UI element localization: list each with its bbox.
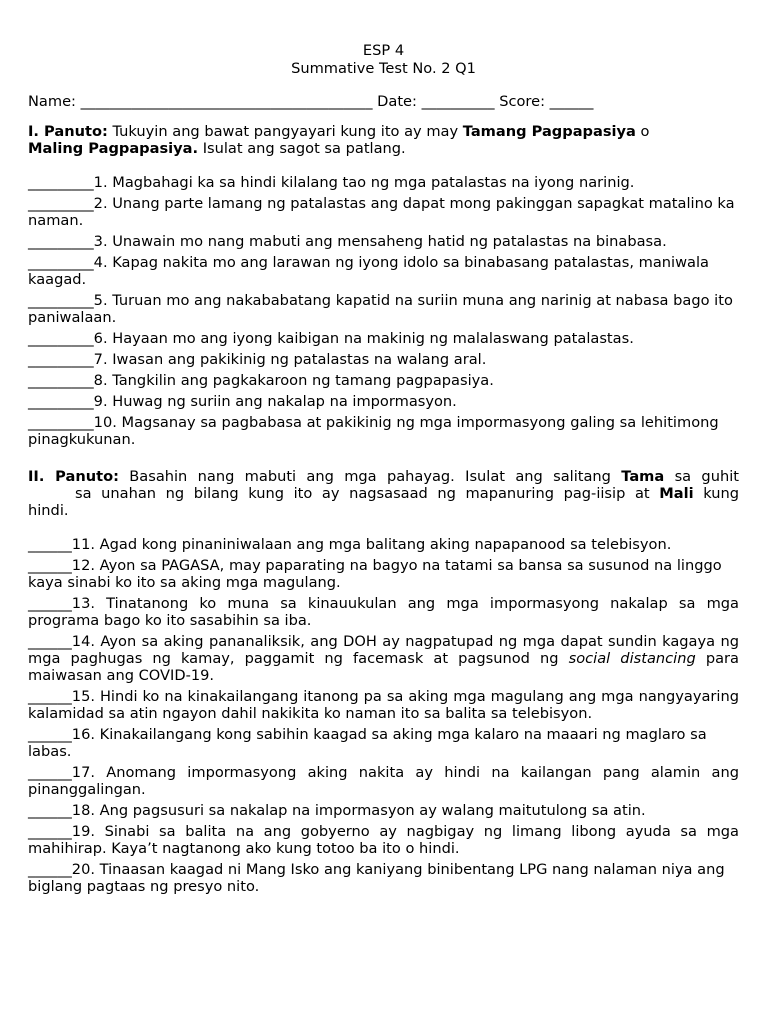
test-header: [28, 42, 739, 78]
answer-blank: _________: [28, 372, 94, 389]
part2-item: [28, 633, 739, 684]
answer-blank: _________: [28, 414, 94, 431]
item-text: 12. Ayon sa PAGASA, may paparating na bagyo na tatami sa bansa sa susunod na linggo kaya sinabi ko ito sa aking mga magulang.: [28, 557, 722, 591]
part1-label: I. Panuto:: [28, 123, 108, 140]
part2-text-a: Basahin nang mabuti ang mga pahayag. Isulat ang salitang: [118, 468, 622, 485]
item-text: 6. Hayaan mo ang iyong kaibigan na makinig ng malalaswang patalastas.: [93, 330, 634, 347]
answer-blank: ______: [28, 861, 72, 878]
part2-item: [28, 536, 739, 553]
part1-items: [28, 174, 739, 448]
part2-line2: [28, 485, 739, 502]
answer-blank: ______: [28, 536, 72, 553]
item-text: 9. Huwag ng suriin ang nakalap na impormasyon.: [93, 393, 457, 410]
item14-tail: para maiwasan ang COVID-19.: [28, 650, 739, 684]
part2-item: [28, 823, 739, 857]
answer-blank: _________: [28, 351, 94, 368]
item-text: 17. Anomang impormasyong aking nakita ay hindi na kailangan pang alamin ang pinanggalingan.: [28, 764, 739, 798]
part1-item: [28, 330, 739, 347]
part1-item: [28, 292, 739, 326]
part1-item: [28, 195, 739, 229]
answer-blank: _________: [28, 174, 94, 191]
answer-blank: ______: [28, 688, 72, 705]
part2-item: [28, 802, 739, 819]
score-label: Score:: [499, 93, 545, 110]
part1-item: [28, 414, 739, 448]
item14-italic: social distancing: [568, 650, 696, 667]
item-text: 3. Unawain mo nang mabuti ang mensaheng hatid ng patalastas na binabasa.: [93, 233, 667, 250]
part1-bold-a: Tamang Pagpapasiya: [462, 123, 636, 140]
item-text: 16. Kinakailangang kong sabihin kaagad sa aking mga kalaro na maaari ng maglaro sa labas.: [28, 726, 707, 760]
part2-line1: [28, 468, 739, 485]
item-text: 10. Magsanay sa pagbabasa at pakikinig ng mga impormasyong galing sa lehitimong pinagkukunan.: [28, 414, 719, 448]
answer-blank: ______: [28, 633, 72, 650]
part1-item: [28, 372, 739, 389]
answer-blank: _________: [28, 233, 94, 250]
answer-blank: ______: [28, 802, 72, 819]
part2-item: [28, 726, 739, 760]
test-title: Summative Test No. 2 Q1: [291, 60, 476, 77]
item-text: 19. Sinabi sa balita na ang gobyerno ay nagbigay ng limang libong ayuda sa mga mahihirap. Kaya’t nagtanong ako kung totoo ba ito o hindi.: [28, 823, 739, 857]
part2-bold-b: Mali: [659, 485, 694, 502]
part2-item: [28, 764, 739, 798]
part2-label: II. Panuto:: [28, 468, 119, 485]
part1-text-a: Tukuyin ang bawat pangyayari kung ito ay may: [107, 123, 463, 140]
subject-title: ESP 4: [362, 42, 405, 59]
answer-blank: _________: [28, 195, 94, 212]
part2-line3: hindi.: [28, 502, 69, 519]
item-text: 1. Magbahagi ka sa hindi kilalang tao ng mga patalastas na iyong narinig.: [93, 174, 635, 191]
part2-item: [28, 688, 739, 722]
answer-blank: ______: [28, 823, 72, 840]
part1-text-b: o: [635, 123, 650, 140]
part1-text-c: Isulat ang sagot sa patlang.: [198, 140, 406, 157]
part2-instructions: [28, 468, 739, 519]
part2-line2-a: sa unahan ng bilang kung ito ay nagsasaad ng mapanuring pag-iisip at: [75, 485, 660, 502]
answer-blank: ______: [28, 764, 72, 781]
part1-item: [28, 393, 739, 410]
item-text: 4. Kapag nakita mo ang larawan ng iyong idolo sa binabasang patalastas, maniwala kaagad.: [28, 254, 709, 288]
part2-item: [28, 595, 739, 629]
name-label: Name:: [28, 93, 76, 110]
name-date-score-line: [28, 93, 739, 110]
part2-item: [28, 861, 739, 895]
item-text: 11. Agad kong pinaniniwalaan ang mga balitang aking napapanood sa telebisyon.: [71, 536, 672, 553]
answer-blank: ______: [28, 595, 72, 612]
part2-bold-a: Tama: [621, 468, 665, 485]
part2-items: [28, 536, 739, 895]
answer-blank: _________: [28, 292, 94, 309]
part1-instructions: [28, 123, 739, 157]
date-blank: __________: [421, 93, 495, 110]
answer-blank: _________: [28, 393, 94, 410]
item-text: 7. Iwasan ang pakikinig ng patalastas na walang aral.: [93, 351, 487, 368]
name-blank: ________________________________________: [80, 93, 373, 110]
part1-item: [28, 174, 739, 191]
part2-text-b: sa guhit: [664, 468, 739, 485]
date-label: Date:: [377, 93, 417, 110]
answer-blank: _________: [28, 254, 94, 271]
answer-blank: ______: [28, 557, 72, 574]
item-text: 5. Turuan mo ang nakababatang kapatid na suriin muna ang narinig at nabasa bago ito paniwalaan.: [28, 292, 733, 326]
part2-item: [28, 557, 739, 591]
item-text: 13. Tinatanong ko muna sa kinauukulan ang mga impormasyong nakalap sa mga programa bago ko ito sasabihin sa iba.: [28, 595, 739, 629]
part1-item: [28, 254, 739, 288]
part1-item: [28, 351, 739, 368]
part1-item: [28, 233, 739, 250]
answer-blank: _________: [28, 330, 94, 347]
item-text: 15. Hindi ko na kinakailangang itanong pa sa aking mga magulang ang mga nangyayaring kalamidad sa atin ngayon dahil nakikita ko naman ito sa balita sa telebisyon.: [28, 688, 739, 722]
item-text: 8. Tangkilin ang pagkakaroon ng tamang pagpapasiya.: [93, 372, 494, 389]
score-blank: ______: [549, 93, 594, 110]
item-text: 18. Ang pagsusuri sa nakalap na impormasyon ay walang maitutulong sa atin.: [71, 802, 646, 819]
answer-blank: ______: [28, 726, 72, 743]
item-text: 20. Tinaasan kaagad ni Mang Isko ang kaniyang binibentang LPG nang nalaman niya ang biglang pagtaas ng presyo nito.: [28, 861, 725, 895]
part2-line2-b: kung: [693, 485, 739, 502]
part1-bold-b: Maling Pagpapasiya.: [28, 140, 199, 157]
item-text: 14. Ayon sa aking pananaliksik, ang DOH ay nagpatupad ng mga dapat sundin kagaya ng mga paghugas ng kamay, paggamit ng facemask at pagsunod ng: [28, 633, 739, 667]
item-text: 2. Unang parte lamang ng patalastas ang dapat mong pakinggan sapagkat matalino ka naman.: [28, 195, 735, 229]
